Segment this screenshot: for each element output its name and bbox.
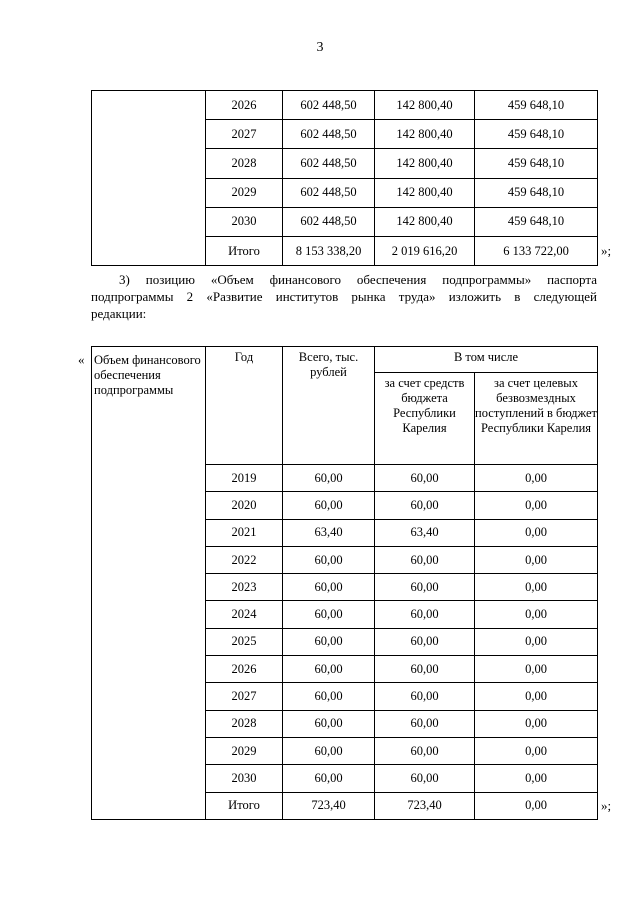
cell-other: 0,00 [475, 628, 598, 655]
cell-year: 2027 [206, 120, 283, 149]
cell-year: 2022 [206, 546, 283, 573]
cell-other: 0,00 [475, 546, 598, 573]
cell-total: 8 153 338,20 [283, 236, 375, 265]
cell-other: 0,00 [475, 683, 598, 710]
cell-year: 2024 [206, 601, 283, 628]
cell-total: 602 448,50 [283, 178, 375, 207]
cell-other: 6 133 722,00 [475, 236, 598, 265]
cell-budget: 142 800,40 [375, 149, 475, 178]
cell-other: 459 648,10 [475, 91, 598, 120]
cell-total: 60,00 [283, 683, 375, 710]
cell-budget: 60,00 [375, 465, 475, 492]
cell-other: 0,00 [475, 765, 598, 792]
cell-budget: 60,00 [375, 683, 475, 710]
cell-year: 2025 [206, 628, 283, 655]
financing-table-subprogram-2 [91, 346, 598, 820]
cell-year: Итого [206, 236, 283, 265]
cell-other: 0,00 [475, 656, 598, 683]
cell-total: 60,00 [283, 546, 375, 573]
cell-total: 60,00 [283, 737, 375, 764]
cell-other: 0,00 [475, 574, 598, 601]
paragraph-line-2: подпрограммы 2 «Развитие институтов рынка труда» изложить в следующей [91, 289, 597, 304]
cell-budget: 60,00 [375, 492, 475, 519]
cell-year: Итого [206, 792, 283, 819]
cell-year: 2023 [206, 574, 283, 601]
header-year: Год [206, 347, 283, 465]
cell-budget: 60,00 [375, 546, 475, 573]
closing-quote-2: »; [601, 798, 612, 813]
cell-other: 459 648,10 [475, 178, 598, 207]
cell-total: 60,00 [283, 574, 375, 601]
cell-year: 2026 [206, 656, 283, 683]
cell-total: 602 448,50 [283, 120, 375, 149]
cell-budget: 60,00 [375, 656, 475, 683]
cell-total: 602 448,50 [283, 207, 375, 236]
cell-year: 2026 [206, 91, 283, 120]
cell-year: 2021 [206, 519, 283, 546]
cell-other: 459 648,10 [475, 207, 598, 236]
cell-total: 602 448,50 [283, 149, 375, 178]
cell-total: 60,00 [283, 628, 375, 655]
cell-other: 0,00 [475, 710, 598, 737]
header-budget: за счет средств бюджета Республики Карелия [375, 373, 475, 465]
cell-budget: 142 800,40 [375, 178, 475, 207]
cell-other: 459 648,10 [475, 120, 598, 149]
instruction-paragraph [91, 271, 597, 322]
closing-quote-1: »; [601, 243, 612, 258]
opening-quote: « [78, 352, 85, 367]
cell-budget: 63,40 [375, 519, 475, 546]
cell-other: 0,00 [475, 519, 598, 546]
cell-total: 60,00 [283, 710, 375, 737]
cell-budget: 142 800,40 [375, 120, 475, 149]
cell-year: 2029 [206, 178, 283, 207]
cell-other: 0,00 [475, 492, 598, 519]
financing-table-continued [91, 90, 598, 266]
header-total: Всего, тыс. рублей [283, 347, 375, 465]
cell-total: 60,00 [283, 492, 375, 519]
header-group: В том числе [375, 347, 598, 373]
cell-other: 0,00 [475, 601, 598, 628]
cell-year: 2028 [206, 149, 283, 178]
cell-total: 602 448,50 [283, 91, 375, 120]
cell-other: 0,00 [475, 737, 598, 764]
cell-total: 60,00 [283, 765, 375, 792]
cell-year: 2030 [206, 207, 283, 236]
cell-total: 723,40 [283, 792, 375, 819]
table-row [92, 91, 598, 120]
cell-budget: 723,40 [375, 792, 475, 819]
cell-year: 2029 [206, 737, 283, 764]
left-label-cell: Объем финансового обеспечения подпрограммы [92, 347, 206, 820]
cell-year: 2030 [206, 765, 283, 792]
cell-budget: 60,00 [375, 710, 475, 737]
cell-budget: 2 019 616,20 [375, 236, 475, 265]
cell-other: 0,00 [475, 465, 598, 492]
cell-total: 60,00 [283, 601, 375, 628]
page-number: 3 [316, 40, 324, 55]
cell-budget: 60,00 [375, 574, 475, 601]
cell-budget: 60,00 [375, 737, 475, 764]
cell-year: 2028 [206, 710, 283, 737]
paragraph-line-3: редакции: [91, 306, 147, 321]
header-other: за счет целевых безвозмездных поступлений в бюджет Республики Карелия [475, 373, 598, 465]
cell-total: 60,00 [283, 465, 375, 492]
paragraph-line-1: 3) позицию «Объем финансового обеспечения подпрограммы» паспорта [119, 272, 597, 287]
cell-other: 459 648,10 [475, 149, 598, 178]
cell-budget: 142 800,40 [375, 91, 475, 120]
cell-year: 2020 [206, 492, 283, 519]
cell-budget: 60,00 [375, 601, 475, 628]
cell-budget: 142 800,40 [375, 207, 475, 236]
cell-budget: 60,00 [375, 628, 475, 655]
cell-total: 60,00 [283, 656, 375, 683]
cell-budget: 60,00 [375, 765, 475, 792]
cell-total: 63,40 [283, 519, 375, 546]
empty-cell [92, 91, 206, 266]
cell-year: 2027 [206, 683, 283, 710]
cell-year: 2019 [206, 465, 283, 492]
cell-other: 0,00 [475, 792, 598, 819]
